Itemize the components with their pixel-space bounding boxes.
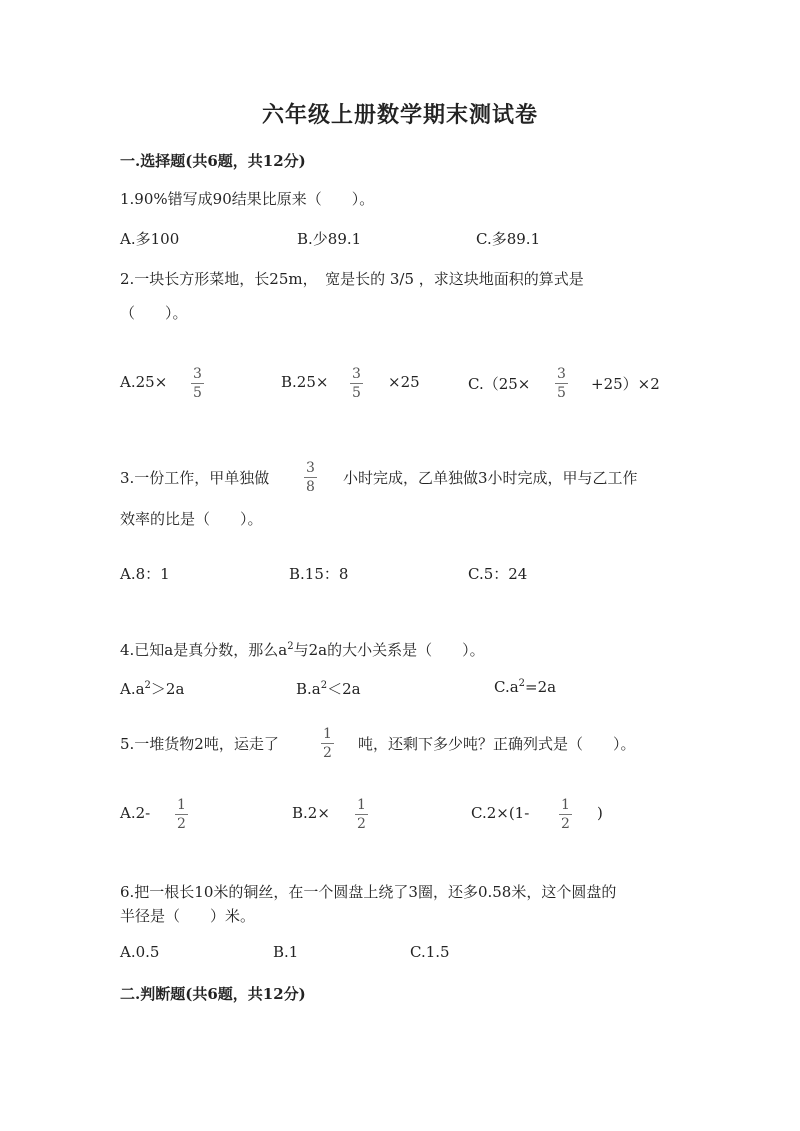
fraction-denominator: 5: [193, 385, 202, 401]
q3-option-a: A.8：1: [120, 565, 170, 583]
q1-option-a: A.多100: [120, 230, 180, 248]
q2-option-b-suffix: ×25: [388, 373, 420, 391]
question-4: [120, 639, 485, 660]
q5-option-a-fraction: [176, 796, 187, 833]
q2-option-a-text: A.25×: [120, 373, 168, 391]
q5-option-c-text: C.2×(1-: [471, 804, 530, 822]
question-3-prefix: 3.一份工作，甲单独做: [120, 469, 270, 487]
fraction-denominator: 2: [177, 816, 186, 832]
fraction-denominator: 2: [323, 745, 332, 761]
q5-option-a-text: A.2-: [120, 804, 151, 822]
question-6-line2: 半径是（ ）米。: [120, 907, 256, 925]
fraction-numerator: 3: [306, 460, 315, 476]
question-1: 1.90%错写成90结果比原来（ ）。: [120, 190, 375, 208]
q3-option-b: B.15：8: [289, 565, 349, 583]
q4-option-a: $A.a^2>2a$: [120, 680, 185, 698]
q2-option-a-fraction: [192, 365, 203, 402]
fraction-denominator: 5: [352, 385, 361, 401]
q4-exponent: 2: [287, 641, 294, 652]
q4-text-suffix: 与2a的大小关系是（ ）。: [293, 641, 485, 659]
q1-option-c: C.多89.1: [476, 230, 541, 248]
q6-option-c: C.1.5: [410, 943, 450, 961]
q4-option-b: $B.a^2<2a$: [296, 680, 361, 698]
q3-fraction: [305, 459, 316, 496]
q6-option-b: B.1: [273, 943, 299, 961]
section-heading-choice: 一.选择题(共6题，共12分): [120, 152, 306, 170]
question-5-prefix: 5.一堆货物2吨，运走了: [120, 735, 279, 753]
q3-option-c: C.5：24: [468, 565, 528, 583]
q4-text-prefix: 4.已知a是真分数，那么a: [120, 641, 288, 659]
fraction-numerator: 3: [352, 366, 361, 382]
q5-option-b-fraction: [356, 796, 367, 833]
fraction-numerator: 1: [561, 797, 570, 813]
q2-option-c-fraction: [556, 365, 567, 402]
fraction-denominator: 2: [357, 816, 366, 832]
question-3-line2: 效率的比是（ ）。: [120, 510, 263, 528]
q2-option-b-text: B.25×: [281, 373, 329, 391]
question-2-line1: 2.一块长方形菜地，长25m， 宽是长的 3/5 ，求这块地面积的算式是: [120, 270, 584, 288]
section-heading-judgment: 二.判断题(共6题，共12分): [120, 985, 306, 1003]
page-title: 六年级上册数学期末测试卷: [261, 102, 538, 128]
fraction-numerator: 1: [323, 726, 332, 742]
fraction-denominator: 8: [306, 479, 315, 495]
q2-option-b-fraction: [351, 365, 362, 402]
q4-option-c: $C.a^2=2a$: [494, 678, 557, 696]
fraction-numerator: 1: [357, 797, 366, 813]
q5-option-b-text: B.2×: [292, 804, 330, 822]
question-3-suffix: 小时完成，乙单独做3小时完成，甲与乙工作: [343, 469, 638, 487]
q2-option-c-suffix: +25）×2: [591, 375, 660, 393]
q2-option-c-text: C.（25×: [468, 375, 531, 393]
q5-option-c-suffix: ): [597, 804, 603, 822]
q1-option-b: B.少89.1: [297, 230, 362, 248]
question-5-suffix: 吨，还剩下多少吨？正确列式是（ ）。: [358, 735, 636, 753]
fraction-numerator: 1: [177, 797, 186, 813]
fraction-numerator: 3: [193, 366, 202, 382]
q5-option-c-fraction: [560, 796, 571, 833]
fraction-denominator: 5: [557, 385, 566, 401]
q6-option-a: A.0.5: [120, 943, 160, 961]
fraction-numerator: 3: [557, 366, 566, 382]
question-2-line2: （ ）。: [120, 304, 188, 322]
question-6-line1: 6.把一根长10米的铜丝，在一个圆盘上绕了3圈，还多0.58米，这个圆盘的: [120, 883, 617, 901]
q5-fraction: [322, 725, 333, 762]
fraction-denominator: 2: [561, 816, 570, 832]
